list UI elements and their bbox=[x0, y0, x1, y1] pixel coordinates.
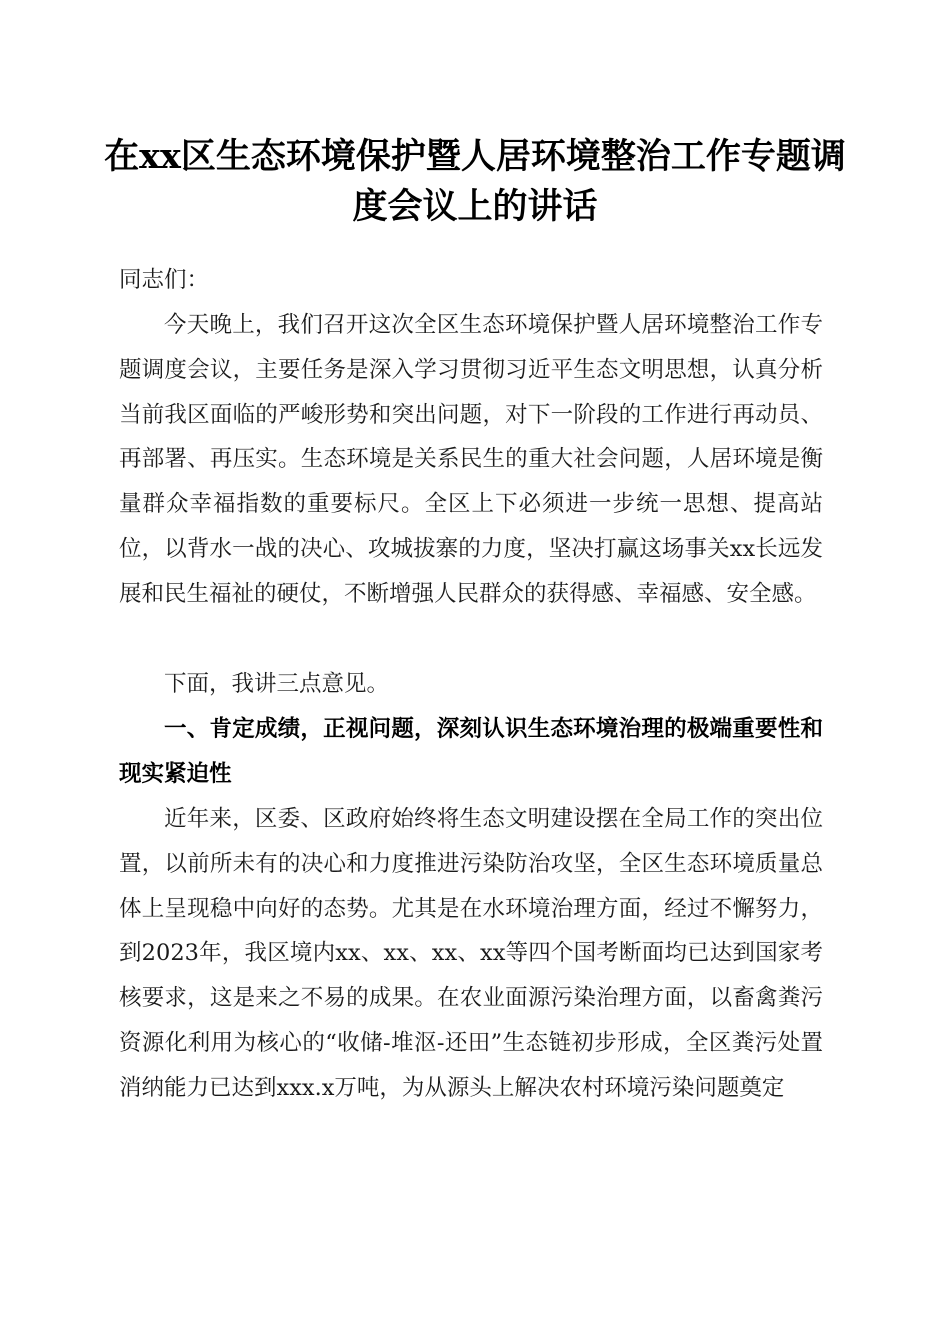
section-heading-1: 一、肯定成绩，正视问题，深刻认识生态环境治理的极端重要性和现实紧迫性 bbox=[119, 716, 823, 787]
salutation: 同志们： bbox=[119, 267, 210, 293]
section-1-paragraph: 近年来，区委、区政府始终将生态文明建设摆在全局工作的突出位置，以前所未有的决心和力度推进污染防治攻坚，全区生态环境质量总体上呈现稳中向好的态势。尤其是在水环境治理方面，经过不懈努力，到2023年，我区境内xx、xx、xx、xx等四个国考断面均已达到国家考核要求，这是来之不易的成果。在农业面源污染治理方面，以畜禽粪污资源化利用为核心的“收储-堆沤-还田”生态链初步形成，全区粪污处置消纳能力已达到xxx.x万吨，为从源头上解决农村环境污染问题奠定 bbox=[119, 806, 823, 1101]
paragraph-opening: 今天晚上，我们召开这次全区生态环境保护暨人居环境整治工作专题调度会议，主要任务是深入学习贯彻习近平生态文明思想，认真分析当前我区面临的严峻形势和突出问题，对下一阶段的工作进行再动员、再部署、再压实。生态环境是关系民生的重大社会问题，人居环境是衡量群众幸福指数的重要标尺。全区上下必须进一步统一思想、提高站位，以背水一战的决心、攻城拔寨的力度，坚决打赢这场事关xx长远发展和民生福祉的硬仗，不断增强人民群众的获得感、幸福感、安全感。 bbox=[119, 312, 823, 607]
paragraph-outline: 下面，我讲三点意见。 bbox=[164, 671, 390, 697]
document-title: 在xx区生态环境保护暨人居环境整治工作专题调度会议上的讲话 bbox=[104, 136, 846, 227]
